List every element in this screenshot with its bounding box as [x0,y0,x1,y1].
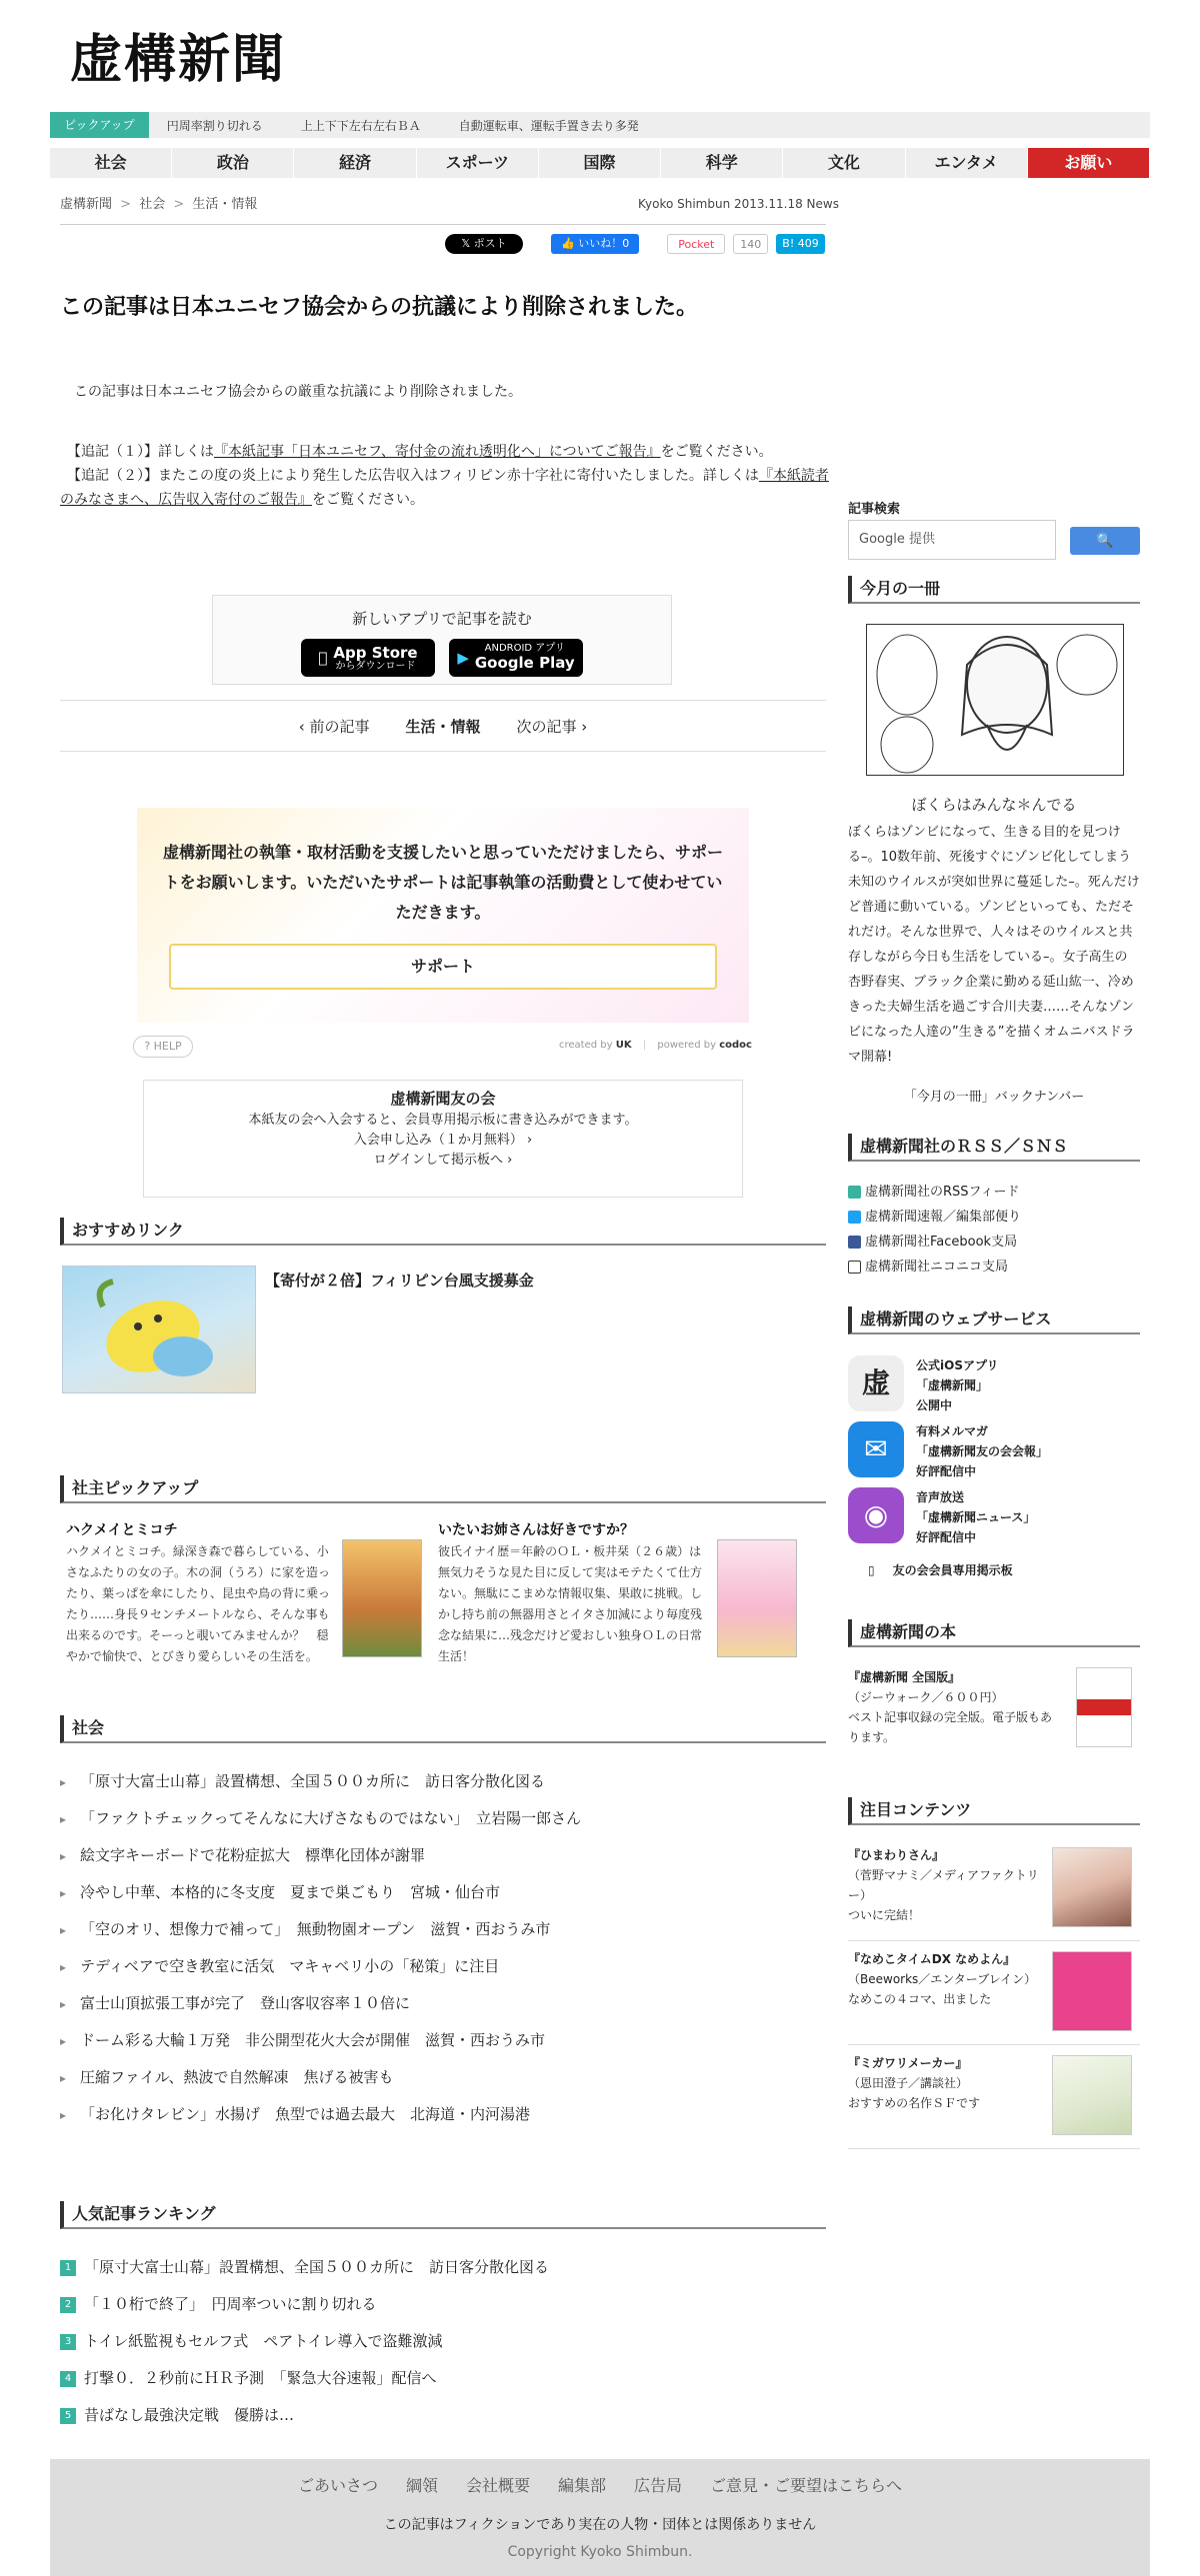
article-paragraph: この記事は日本ユニセフ協会からの厳重な抗議により削除されました。 [74,384,522,400]
breadcrumb-sep: > [173,197,185,212]
google-play-label: Google Play [474,654,575,672]
login-link[interactable]: ログインして掲示板へ [373,1153,503,1168]
web-service-mail[interactable] [848,1421,1140,1481]
pickup-link[interactable]: 自動運転車、運転手置き去り多発 [458,118,639,133]
sidebar-heading: 虚構新聞社のＲＳＳ／ＳＮＳ [848,1134,1140,1162]
featured-desc: ついに完結！ [848,1908,921,1922]
friends-desc: 本紙友の会へ入会すると、会員専用掲示板に書き込みができます。 [248,1113,638,1128]
article-paragraph: 【追記（１）】詳しくは [74,444,214,460]
fiction-disclaimer: この記事はフィクションであり実在の人物・団体とは関係ありません [383,2517,817,2533]
breadcrumb-current: 生活・情報 [192,197,258,212]
nav-item-economy[interactable]: 経済 [294,148,416,178]
service-name: 有料メルマガ [916,1424,989,1438]
kyoko-app-icon: 虚 [848,1355,904,1411]
site-logo[interactable]: 虚構新聞 [70,29,287,90]
app-store-button[interactable] [301,639,435,677]
breadcrumb-category[interactable]: 社会 [139,197,166,212]
member-board-label[interactable]: 友の会会員専用掲示板 [892,1563,1013,1577]
section-heading: 人気記事ランキング [60,2201,826,2229]
list-item-label[interactable]: 富士山頂拡張工事が完了 登山客収容率１０倍に [80,1994,411,2012]
featured-item [848,1949,1140,2045]
rss-item[interactable] [848,1205,1140,1230]
list-item-label[interactable]: 打撃０．２秒前にＨＲ予測 「緊急大谷速報」配信へ [84,2369,437,2387]
book-name[interactable]: 『虚構新聞 全国版』 [848,1670,961,1684]
facebook-icon [848,1236,861,1249]
rss-label[interactable]: 虚構新聞速報／編集部便り [865,1210,1022,1225]
list-item-label[interactable]: ドーム彩る大輪１万発 非公開型花火大会が開催 滋賀・西おうみ市 [80,2031,546,2049]
list-item-label[interactable]: 「お化けタレビン」水揚げ 魚型では過去最大 北海道・内河湯港 [80,2105,531,2123]
support-box [137,808,749,1023]
sidebar-heading: 虚構新聞のウェブサービス [848,1306,1140,1334]
featured-publisher: （恩田澄子／講談社） [848,2076,969,2090]
featured-title[interactable]: 『ひまわりさん』 [848,1848,945,1862]
next-article-link[interactable]: 次の記事 › [516,717,588,736]
search-icon: 🔍 [1096,533,1114,549]
breadcrumb-sep: > [120,197,132,212]
list-item-label[interactable]: 圧縮ファイル、熱波で自然解凍 焦げる被害も [80,2068,394,2086]
credit-created: created by [559,1040,613,1051]
apple-icon [318,649,327,667]
service-title: 「虚構新聞友の会会報」 [916,1444,1049,1458]
book-title[interactable]: ぼくらはみんな＊んでる [911,796,1077,814]
fundraiser-image[interactable] [62,1266,256,1393]
list-item-label[interactable]: 「原寸大富士山幕」設置構想、全国５００カ所に 訪日客分散化図る [80,1772,546,1790]
web-service-app[interactable] [848,1355,1140,1415]
list-item[interactable] [60,1800,826,1837]
app-promo [212,595,672,685]
x-post-button[interactable]: 𝕏 ポスト [445,234,523,254]
rss-list [848,1180,1140,1280]
featured-image[interactable] [1052,1951,1132,2031]
bullet-icon: ▸ [60,2108,67,2122]
app-promo-title: 新しいアプリで記事を読む [352,610,532,628]
rss-item[interactable] [848,1180,1140,1205]
pickup-book-2 [438,1519,704,1667]
nav-item-international[interactable]: 国際 [539,148,661,178]
footer-link[interactable]: ご意見・ご要望はこちらへ [710,2476,903,2495]
featured-desc: なめこの４コマ、出ました [848,1992,992,2006]
list-item[interactable] [60,2249,826,2286]
rss-label[interactable]: 虚構新聞社Facebook支局 [865,1235,1018,1250]
nav-item-politics[interactable]: 政治 [172,148,294,178]
society-list [60,1763,826,2133]
rank-badge: 5 [60,2408,76,2424]
book-cover-image[interactable] [342,1539,422,1657]
chevron-right-icon: › [507,1153,513,1168]
rank-badge: 1 [60,2260,76,2276]
report-link-1[interactable]: 『本紙記事「日本ユニセフ、寄付金の流れ透明化へ」についてご報告』 [214,444,661,460]
list-item-label[interactable]: 「１０桁で終了」 円周率ついに割り切れる [84,2295,377,2313]
divider [60,224,826,225]
rss-icon [848,1186,861,1199]
web-service-podcast[interactable] [848,1487,1140,1547]
pocket-button[interactable]: Pocket [667,234,725,254]
rank-badge: 3 [60,2334,76,2350]
pocket-count: 140 [733,234,768,254]
list-item[interactable] [60,2323,826,2360]
list-item[interactable] [60,1874,826,1911]
smartphone-icon: ▯ [868,1563,875,1577]
service-name: 公式iOSアプリ [916,1358,999,1372]
bullet-icon: ▸ [60,1812,67,1826]
chevron-right-icon: › [526,1133,533,1148]
search-button[interactable] [1070,527,1140,555]
sidebar-heading: 注目コンテンツ [848,1797,1140,1825]
list-item[interactable] [60,2022,826,2059]
article-title: この記事は日本ユニセフ協会からの抗議により削除されました。 [60,295,699,320]
footer-link[interactable]: ごあいさつ [297,2476,378,2495]
list-item[interactable] [60,1837,826,1874]
friends-title: 虚構新聞友の会 [390,1090,496,1108]
list-item[interactable] [60,1948,826,1985]
breadcrumb-home[interactable]: 虚構新聞 [60,197,113,212]
featured-publisher: （菅野マナミ／メディアファクトリー） [848,1868,1039,1902]
article-paragraph: をご覧ください。 [660,444,773,460]
book-cover-image[interactable] [717,1539,797,1657]
nav-item-science[interactable]: 科学 [661,148,783,178]
sidebar-heading: 今月の一冊 [848,576,1140,604]
service-name: 音声放送 [916,1490,965,1504]
pickup-book-desc: ハクメイとミコチ。緑深き森で暮らしている、小さなふたりの女の子。木の洞（うろ）に家を造ったり、葉っぱを傘にしたり、昆虫や鳥の背に乗ったり……身長９センチメートルなら、そんな事も出来るのです。そーっと覗いてみませんか？ 穏やかで愉快で、とびきり愛らしいその生活を。 [66,1544,331,1663]
footer-link[interactable]: 会社概要 [465,2476,530,2495]
book-desc: ベスト記事収録の完全版。電子版もあります。 [848,1710,1053,1744]
list-item[interactable] [60,1911,826,1948]
member-board-link[interactable] [868,1561,1013,1578]
service-status: 公開中 [916,1398,953,1412]
share-bar [445,234,825,254]
pickup-link[interactable]: 上上下下左右左右ＢＡ [300,118,421,133]
list-item[interactable] [60,2286,826,2323]
join-link[interactable]: 入会申し込み（１か月無料） [353,1133,523,1148]
search-label: 記事検索 [848,502,901,517]
list-item-label[interactable]: トイレ紙監視もセルフ式 ペアトイレ導入で盗難激減 [84,2332,443,2350]
rank-badge: 2 [60,2297,76,2313]
service-title: 「虚構新聞」 [916,1378,989,1392]
twitter-icon [848,1211,861,1224]
copyright: Copyright Kyoko Shimbun. [507,2544,693,2560]
play-icon: ▶ [457,649,469,667]
niconico-icon [848,1261,861,1274]
list-item[interactable] [60,2059,826,2096]
list-item-label[interactable]: 冷やし中華、本格的に冬支度 夏まで巣ごもり 宮城・仙台市 [80,1883,501,1901]
pager-category[interactable]: 生活・情報 [405,717,481,736]
pickup-link[interactable]: 円周率割り切れる [166,118,263,133]
support-button[interactable]: サポート [169,944,717,990]
list-item-label[interactable]: 「空のオリ、想像力で補って」 無動物園オープン 滋賀・西おうみ市 [80,1920,551,1938]
manga-panel-icon [867,625,1124,776]
list-item[interactable] [60,1763,826,1800]
list-item-label[interactable]: テディベアで空き教室に活気 マキャベリ小の「秘策」に注目 [80,1957,500,1975]
credit-uk[interactable]: UK [615,1040,632,1051]
mail-icon: ✉ [848,1421,904,1477]
prev-article-link[interactable]: ‹ 前の記事 [298,717,370,736]
rss-item[interactable] [848,1255,1140,1280]
footer [50,2459,1150,2576]
pickup-bar [50,112,1150,138]
hatena-bookmark-button[interactable]: B! 409 [776,234,824,254]
breadcrumb [60,193,257,212]
list-item-label[interactable]: 昔ばなし最強決定戦 優勝は… [84,2406,295,2424]
bullet-icon: ▸ [60,1849,67,1863]
section-heading: 社主ピックアップ [60,1475,826,1503]
nav-item-request[interactable]: お願い [1028,148,1150,178]
list-item[interactable] [60,1985,826,2022]
bullet-icon: ▸ [60,1886,67,1900]
bullet-icon: ▸ [60,1775,67,1789]
rss-label[interactable]: 虚構新聞社のRSSフィード [865,1185,1020,1200]
featured-publisher: （Beeworks／エンターブレイン） [848,1972,1037,1986]
sidebar-heading: 虚構新聞の本 [848,1619,1140,1647]
service-status: 好評配信中 [916,1464,977,1478]
article-paragraph: をご覧ください。 [312,492,424,508]
fundraiser-link[interactable]: 【寄付が２倍】フィリピン台風支援募金 [265,1272,534,1289]
article-pager [60,700,826,752]
pickup-book-title[interactable]: いたいお姉さんは好きですか？ [438,1522,634,1538]
friends-club-box [143,1080,743,1198]
pickup-tag: ピックアップ [50,112,149,138]
ranking-list [60,2249,826,2434]
back-number-link[interactable]: 「今月の一冊」バックナンバー [903,1090,1085,1105]
featured-title[interactable]: 『ミガワリメーカー』 [848,2056,968,2070]
section-heading: 社会 [60,1715,826,1743]
search-input[interactable]: Google 提供 [848,520,1056,560]
rss-item[interactable] [848,1230,1140,1255]
pickup-book-1 [66,1519,336,1667]
credit-codoc[interactable]: codoc [719,1040,752,1051]
nav-item-society[interactable]: 社会 [50,148,172,178]
rank-badge: 4 [60,2371,76,2387]
book-publisher: （ジーウォーク／６００円） [848,1690,1004,1704]
nav-item-culture[interactable]: 文化 [783,148,905,178]
service-status: 好評配信中 [916,1530,977,1544]
footer-link[interactable]: 広告局 [634,2476,683,2495]
support-message: 虚構新聞社の執筆・取材活動を支援したいと思っていただけましたら、サポートをお願いします。いただいたサポートは記事執筆の活動費として使わせていただきます。 [162,843,723,922]
bullet-icon: ▸ [60,1997,67,2011]
bullet-icon: ▸ [60,1923,67,1937]
global-nav [50,148,1150,178]
credit-powered: powered by [657,1040,716,1051]
book-description: ぼくらはゾンビになって、生きる目的を見つける–。10数年前、死後すぐにゾンビ化してしまう未知のウイルスが突如世界に蔓延した–。死んだけど普通に動いている。ゾンビといっても、ただそれだけ。そんな世界で、人々はそのウイルスと共存しながら今日も生活をしている–。女子高生の杏野春実、ブラック企業に勤める延山紘一、冷めきった夫婦生活を過ごす合川夫妻……そんなゾンビになった人達の”生きる”を描くオムニバスドラマ開幕! [848,825,1140,1065]
pickup-book-desc: 彼氏イナイ歴＝年齢のＯＬ・板井栞（２６歳）は無気力そうな見た目に反して実はモテたくて仕方ない。無駄にこまめな情報収集、果敢に挑戦。しかし持ち前の無器用さとイタさ加減により毎度残念な結果に…残念だけど愛おしい独身ＯＬの日常生活！ [438,1544,703,1663]
book-cover-image[interactable] [866,624,1124,776]
mascot-icon [63,1267,256,1393]
list-item[interactable] [60,2397,826,2434]
facebook-like-button[interactable]: 👍 いいね！0 [551,234,639,254]
codoc-credit: created by UK | powered by codoc [559,1040,752,1051]
footer-link[interactable]: 編集部 [558,2476,607,2495]
dateline: Kyoko Shimbun 2013.11.18 News [638,197,839,211]
featured-item [848,1845,1140,1941]
bullet-icon: ▸ [60,2034,67,2048]
list-item-label[interactable]: 「ファクトチェックってそんなに大げさなものではない」 立岩陽一郎さん [80,1809,582,1827]
rss-label[interactable]: 虚構新聞社ニコニコ支局 [865,1260,1009,1275]
featured-title[interactable]: 『なめこタイムDX なめよん』 [848,1952,1016,1966]
kyoko-book [848,1667,1140,1755]
google-play-sub: ANDROID アプリ [484,643,565,654]
book-cover-image[interactable] [1076,1667,1132,1747]
article-body [60,380,830,536]
featured-desc: おすすめの名作ＳＦです [848,2096,981,2110]
featured-image[interactable] [1052,1847,1132,1927]
nav-item-sports[interactable]: スポーツ [417,148,539,178]
bullet-icon: ▸ [60,1960,67,1974]
podcast-icon: ◉ [848,1487,904,1543]
app-store-sub: からダウンロード [331,661,411,672]
app-store-label: App Store [328,644,414,662]
help-button[interactable]: ? HELP [133,1036,193,1058]
nav-item-entertainment[interactable]: エンタメ [906,148,1028,178]
section-heading: おすすめリンク [60,1218,826,1246]
list-item-label[interactable]: 「原寸大富士山幕」設置構想、全国５００カ所に 訪日客分散化図る [84,2258,550,2276]
featured-item [848,2053,1140,2149]
pickup-book-title[interactable]: ハクメイとミコチ [66,1522,178,1538]
report-link-2[interactable]: 『本紙読者のみなさまへ、広告収入寄付のご報告』 [60,468,829,508]
list-item-label[interactable]: 絵文字キーボードで花粉症拡大 標準化団体が謝罪 [80,1846,426,1864]
list-item[interactable] [60,2360,826,2397]
google-play-button[interactable] [449,639,583,677]
footer-link[interactable]: 綱領 [405,2476,438,2495]
service-title: 「虚構新聞ニュース」 [916,1510,1036,1524]
bullet-icon: ▸ [60,2071,67,2085]
list-item[interactable] [60,2096,826,2133]
article-paragraph: 【追記（２）】またこの度の炎上により発生した広告収入はフィリピン赤十字社に寄付いたしました。詳しくは [74,468,759,484]
featured-image[interactable] [1052,2055,1132,2135]
